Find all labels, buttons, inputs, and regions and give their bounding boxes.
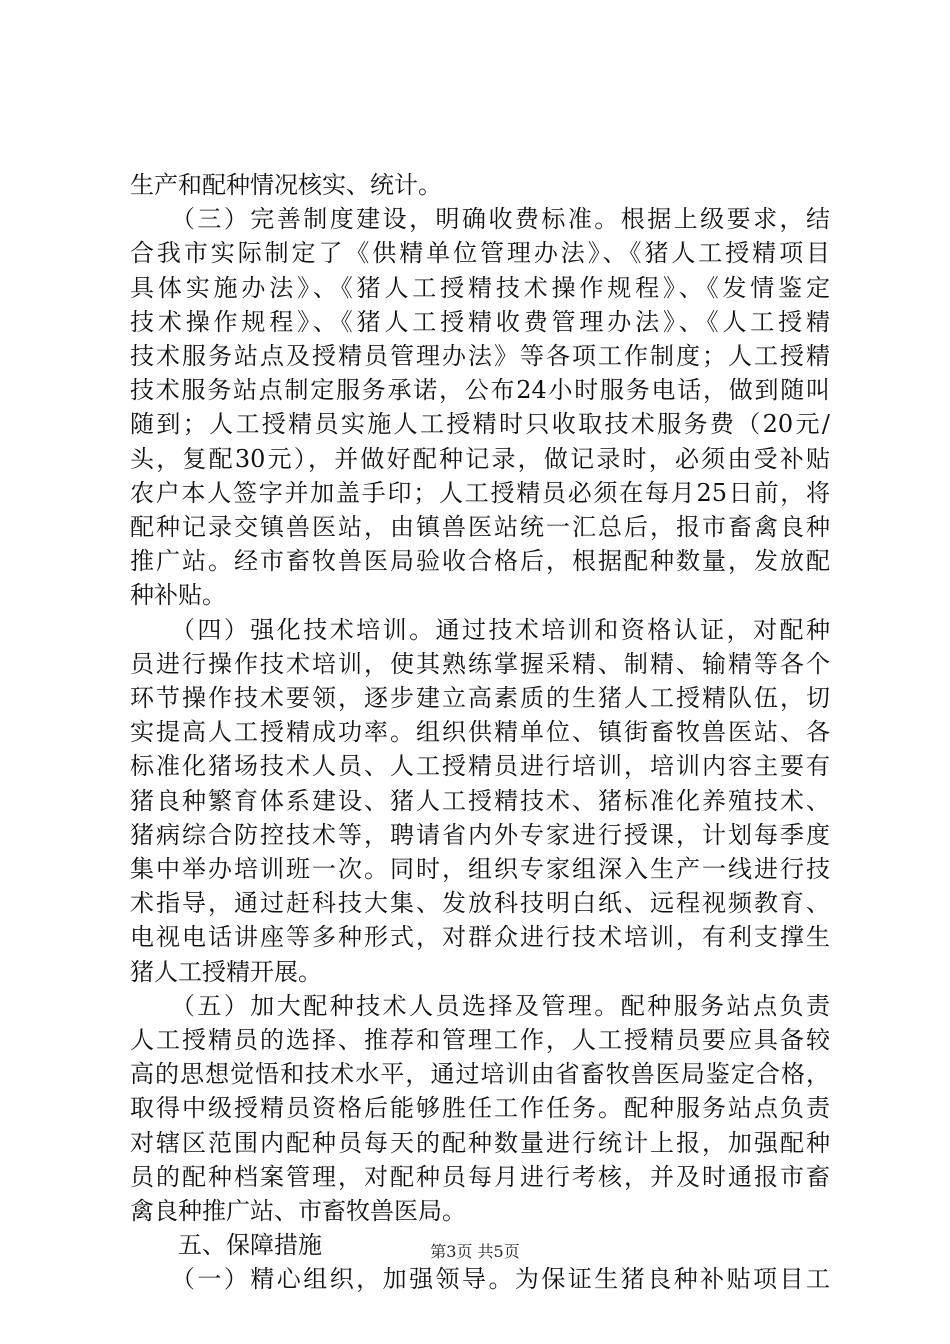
text-line: 电视电话讲座等多种形式，对群众进行技术培训，有利支撑生 <box>130 923 830 952</box>
text-line: （五）加大配种技术人员选择及管理。配种服务站点负责 <box>130 991 830 1020</box>
text-line: 随到；人工授精员实施人工授精时只收取技术服务费（20元/ <box>130 410 830 439</box>
text-line: 生产和配种情况核实、统计。 <box>130 171 442 199</box>
text-line: 人工授精员的选择、推荐和管理工作，人工授精员要应具备较 <box>130 1026 830 1054</box>
text-line: 猪人工授精开展。 <box>130 957 322 986</box>
text-line: 集中举办培训班一次。同时，组织专家组深入生产一线进行技 <box>130 855 830 883</box>
page-footer: 第3页 共5页 <box>430 1242 520 1261</box>
text-line: 高的思想觉悟和技术水平，通过培训由省畜牧兽医局鉴定合格， <box>130 1060 830 1089</box>
text-line: 配种记录交镇兽医站，由镇兽医站统一汇总后，报市畜禽良种 <box>130 513 830 541</box>
text-line: （四）强化技术培训。通过技术培训和资格认证，对配种 <box>130 615 830 644</box>
text-line: （三）完善制度建设，明确收费标准。根据上级要求，结 <box>130 205 830 234</box>
text-line: 猪病综合防控技术等，聘请省内外专家进行授课，计划每季度 <box>130 820 830 849</box>
text-line: 五、保障措施 <box>130 1231 322 1260</box>
text-line: 禽良种推广站、市畜牧兽医局。 <box>130 1197 466 1225</box>
text-line: （一）精心组织，加强领导。为保证生猪良种补贴项目工 <box>130 1265 830 1294</box>
text-line: 员进行操作技术培训，使其熟练掌握采精、制精、输精等各个 <box>130 649 830 678</box>
text-line: 种补贴。 <box>130 581 226 610</box>
text-line: 推广站。经市畜牧兽医局验收合格后，根据配种数量，发放配 <box>130 547 830 576</box>
text-line: 取得中级授精员资格后能够胜任工作任务。配种服务站点负责 <box>130 1094 830 1123</box>
text-line: 标准化猪场技术人员、人工授精员进行培训，培训内容主要有 <box>130 752 830 781</box>
text-line: 农户本人签字并加盖手印；人工授精员必须在每月25日前，将 <box>130 478 830 507</box>
text-line: 术指导，通过赶科技大集、发放科技明白纸、远程视频教育、 <box>130 889 830 918</box>
text-line: 环节操作技术要领，逐步建立高素质的生猪人工授精队伍，切 <box>130 684 830 712</box>
text-line: 员的配种档案管理，对配种员每月进行考核，并及时通报市畜 <box>130 1162 830 1191</box>
text-line: 实提高人工授精成功率。组织供精单位、镇街畜牧兽医站、各 <box>130 718 830 747</box>
text-line: 技术服务站点制定服务承诺，公布24小时服务电话，做到随叫 <box>130 376 830 405</box>
text-line: 猪良种繁育体系建设、猪人工授精技术、猪标准化养殖技术、 <box>130 786 830 815</box>
text-line: 对辖区范围内配种员每天的配种数量进行统计上报，加强配种 <box>130 1128 830 1157</box>
text-line: 技术服务站点及授精员管理办法》等各项工作制度；人工授精 <box>130 342 830 370</box>
text-line: 具体实施办法》、《猪人工授精技术操作规程》、《发情鉴定 <box>130 273 830 302</box>
text-line: 头，复配30元），并做好配种记录，做记录时，必须由受补贴 <box>130 444 830 473</box>
text-line: 技术操作规程》、《猪人工授精收费管理办法》、《人工授精 <box>130 307 830 336</box>
text-line: 合我市实际制定了《供精单位管理办法》、《猪人工授精项目 <box>130 239 830 268</box>
